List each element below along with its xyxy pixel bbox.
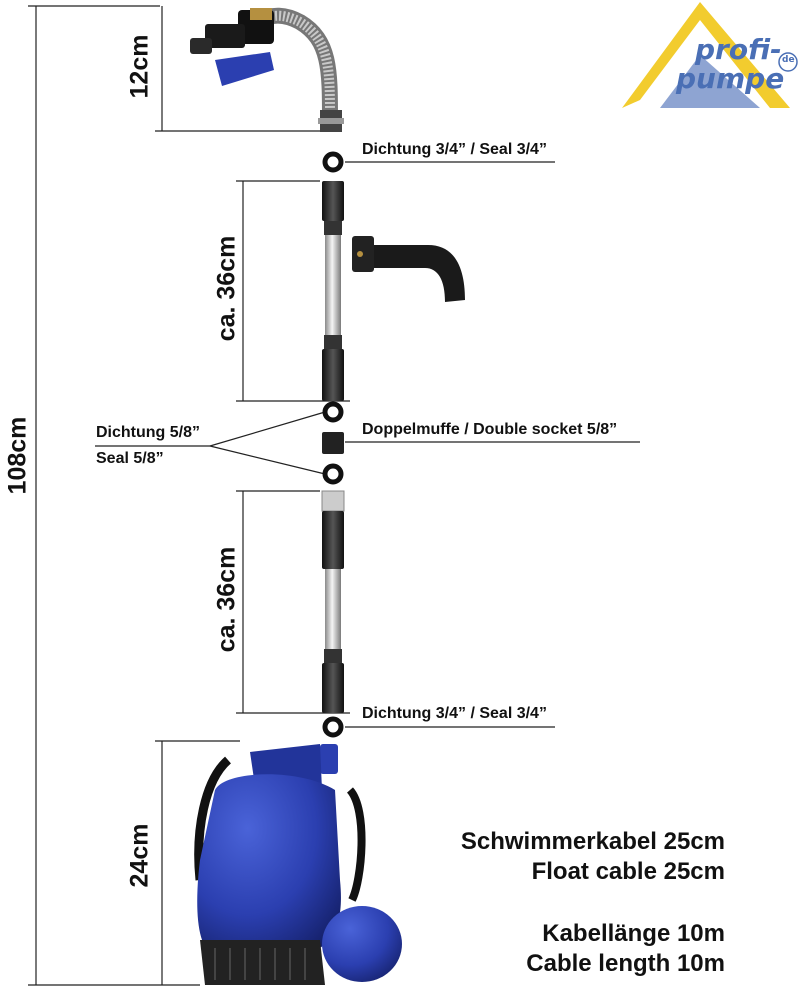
dim-pump-label: 24cm (125, 823, 154, 888)
nozzle-part (352, 236, 465, 302)
lower-pipe (322, 491, 344, 713)
seal-58-de-label: Dichtung 5/8” (96, 424, 201, 441)
dim-total-label: 108cm (3, 416, 32, 495)
logo-line1: profi- (695, 33, 782, 66)
dim-pipe-lower-label: ca. 36cm (212, 546, 241, 653)
cable-length-de: Kabellänge 10m (542, 920, 725, 947)
upper-pipe (322, 181, 344, 401)
logo-tld: de (782, 55, 795, 65)
seal-bottom-label: Dichtung 3/4” / Seal 3/4” (362, 705, 547, 722)
submersible-pump (197, 744, 402, 985)
float-cable-de: Schwimmerkabel 25cm (460, 828, 725, 855)
seal-58-en-label: Seal 5/8” (96, 450, 164, 467)
double-socket (322, 432, 344, 454)
float-cable-en: Float cable 25cm (531, 858, 725, 885)
top-outlet-assembly (190, 8, 344, 132)
seal-top-label: Dichtung 3/4” / Seal 3/4” (362, 141, 547, 158)
dim-top-label: 12cm (125, 34, 154, 99)
dim-pipe-upper-label: ca. 36cm (212, 235, 241, 342)
cable-length-en: Cable length 10m (526, 950, 725, 977)
logo-line2: pumpe (676, 62, 785, 95)
double-socket-label: Doppelmuffe / Double socket 5/8” (362, 421, 618, 438)
